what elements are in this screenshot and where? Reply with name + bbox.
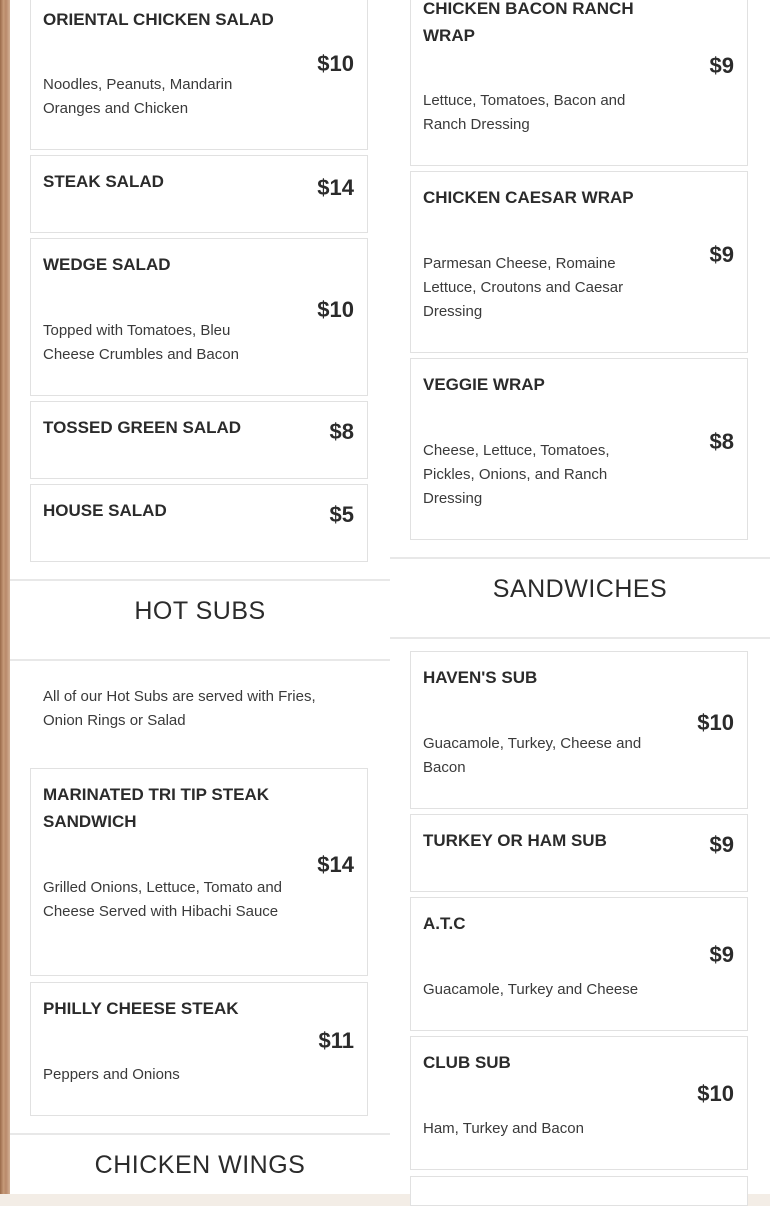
section-intro: All of our Hot Subs are served with Fries, Onion Rings or Salad [43,688,316,729]
item-price: $8 [709,429,734,454]
item-price: $14 [317,852,354,877]
menu-item-card[interactable] [30,0,368,150]
section-divider [10,1133,390,1135]
item-name: VEGGIE WRAP [423,375,545,394]
wood-background [0,0,10,1194]
menu-item-card[interactable] [410,651,748,809]
menu-item-card[interactable] [410,1176,748,1206]
menu-item-card[interactable] [30,982,368,1116]
item-name: TOSSED GREEN SALAD [43,418,242,437]
item-name: WEDGE SALAD [43,255,171,274]
menu-item-card[interactable] [410,171,748,353]
item-name: HOUSE SALAD [43,501,167,520]
item-description: Grilled Onions, Lettuce, Tomato and Cheese Served with Hibachi Sauce [43,879,283,920]
item-description: Guacamole, Turkey, Cheese and Bacon [423,735,642,776]
item-description: Ham, Turkey and Bacon [423,1120,584,1137]
item-name: A.T.C [423,914,466,933]
item-price: $10 [317,51,354,76]
section-title-chicken-wings: CHICKEN WINGS [94,1151,306,1179]
item-price: $11 [318,1028,354,1053]
item-name: STEAK SALAD [43,172,164,191]
menu-column-right [390,0,770,1194]
item-description: Topped with Tomatoes, Bleu Cheese Crumbles and Bacon [43,322,239,363]
item-name: MARINATED TRI TIP STEAK SANDWICH [43,785,270,831]
section-title-sandwiches: SANDWICHES [492,575,668,603]
item-price: $10 [317,297,354,322]
item-description: Parmesan Cheese, Romaine Lettuce, Croutons and Caesar Dressing [423,255,624,320]
item-name: TURKEY OR HAM SUB [423,831,607,850]
menu-item-card[interactable] [30,238,368,396]
item-price: $14 [317,175,354,200]
menu-item-card[interactable] [410,1036,748,1170]
item-price: $5 [329,502,354,527]
section-divider [10,659,390,661]
section-divider [390,557,770,559]
item-description: Peppers and Onions [43,1066,180,1083]
item-name: CHICKEN BACON RANCH WRAP [423,0,634,45]
item-description: Cheese, Lettuce, Tomatoes, Pickles, Onions, and Ranch Dressing [423,442,610,507]
menu-item-card[interactable] [30,155,368,233]
menu-column-left [10,0,390,1194]
item-name: CLUB SUB [423,1053,511,1072]
item-name: PHILLY CHEESE STEAK [43,999,239,1018]
menu-item-card[interactable] [410,814,748,892]
menu-item-card[interactable] [30,768,368,976]
item-description: Lettuce, Tomatoes, Bacon and Ranch Dressing [423,92,626,133]
item-name: ORIENTAL CHICKEN SALAD [43,10,274,29]
section-title-hot-subs: HOT SUBS [134,597,266,625]
item-price: $9 [709,53,734,78]
item-description: Noodles, Peanuts, Mandarin Oranges and Chicken [43,76,233,117]
section-divider [10,579,390,581]
section-divider [390,637,770,639]
item-price: $8 [329,419,354,444]
menu-item-card[interactable] [410,0,748,166]
item-price: $10 [697,1081,734,1106]
item-name: HAVEN'S SUB [423,668,538,687]
item-price: $9 [709,832,734,857]
menu-item-card[interactable] [410,358,748,540]
item-description: Guacamole, Turkey and Cheese [423,981,639,998]
item-price: $9 [709,242,734,267]
item-price: $9 [709,942,734,967]
item-name: CHICKEN CAESAR WRAP [423,188,634,207]
menu-item-card[interactable] [30,401,368,479]
item-price: $10 [697,710,734,735]
menu-item-card[interactable] [30,484,368,562]
menu-item-card[interactable] [410,897,748,1031]
